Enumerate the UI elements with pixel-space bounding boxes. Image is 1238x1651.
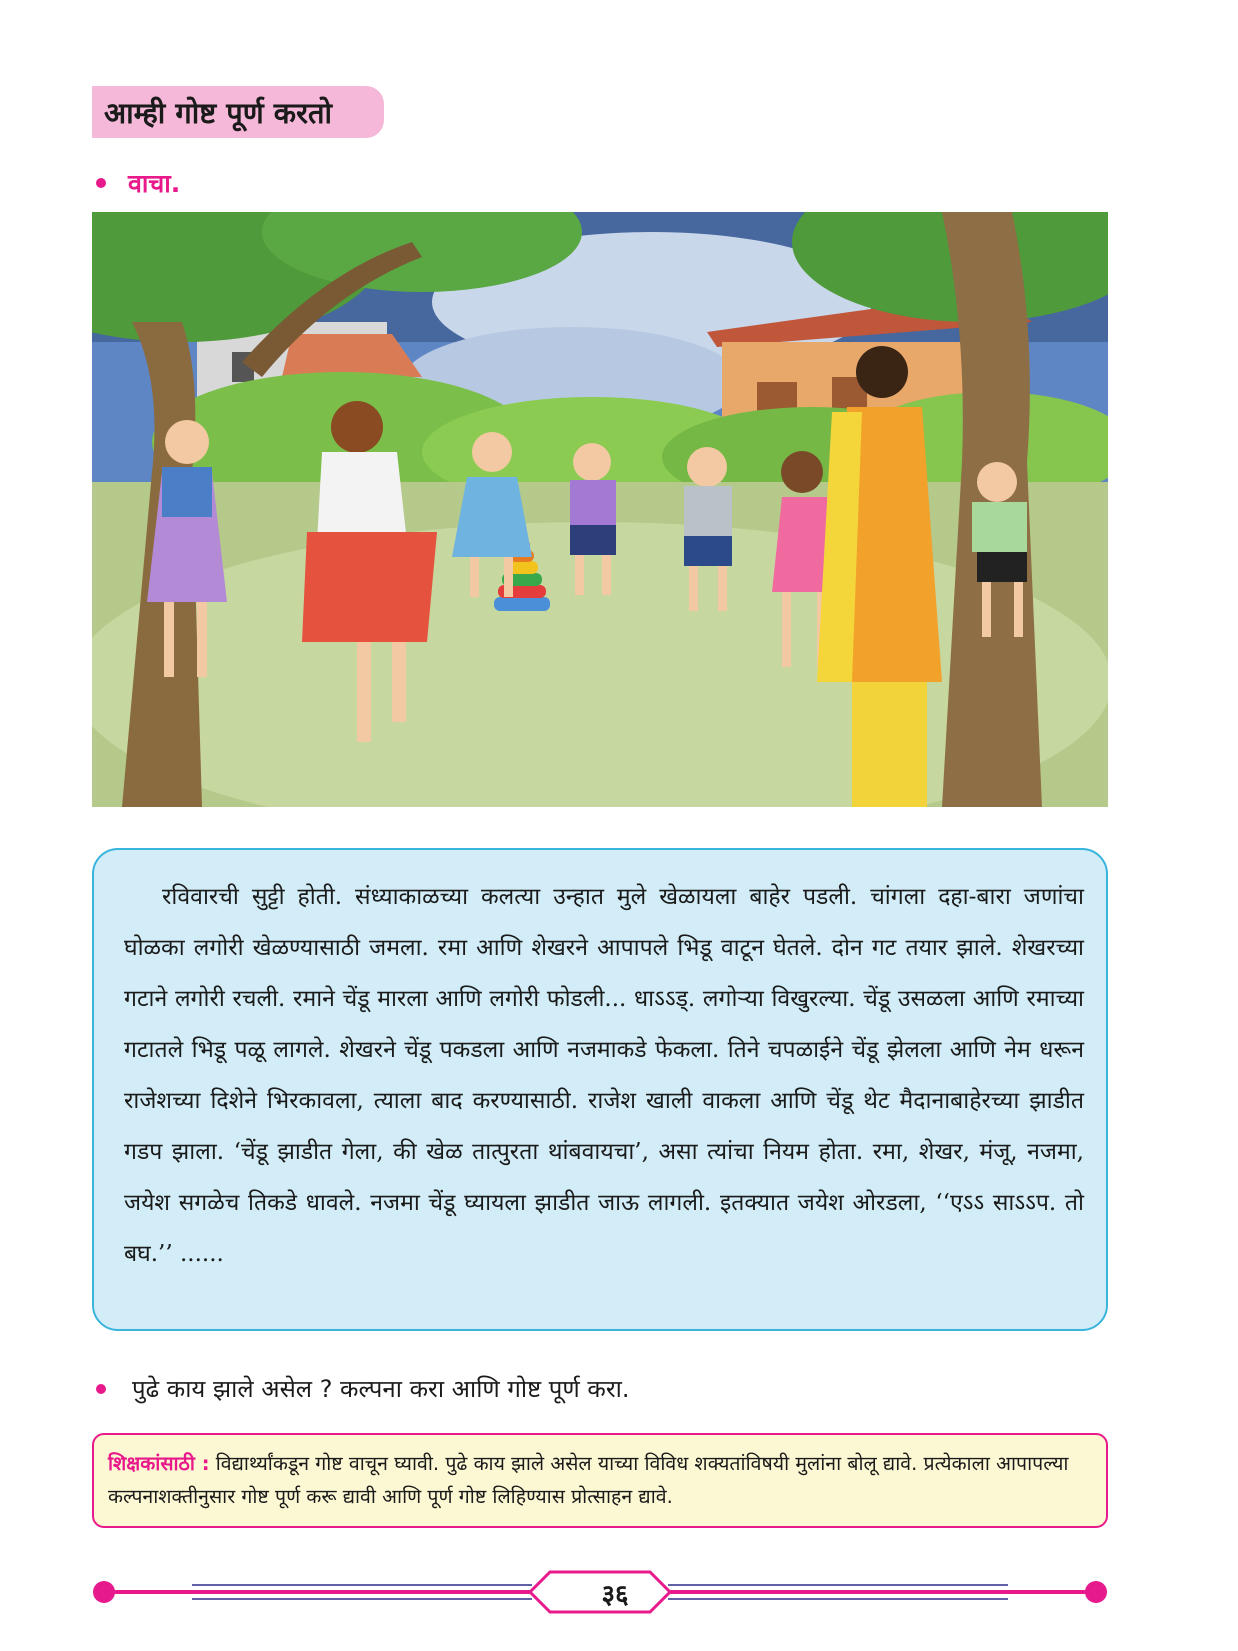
question-prompt: [96, 1372, 629, 1405]
teacher-note-label: शिक्षकांसाठी :: [108, 1452, 210, 1475]
teacher-note: [92, 1433, 1108, 1528]
section-heading: आम्ही गोष्ट पूर्ण करतो: [92, 86, 384, 138]
question-text: पुढे काय झाले असेल ? कल्पना करा आणि गोष्ट पूर्ण करा.: [132, 1375, 630, 1403]
page-number: ३६: [601, 1580, 629, 1610]
teacher-note-text: विद्यार्थ्यांकडून गोष्ट वाचून घ्यावी. पुढे काय झाले असेल याच्या विविध शक्यतांविषयी मुलांना बोलू द्यावे. प्रत्येकाला आपापल्या कल्पनाशक्तीनुसार गोष्ट पूर्ण करू द्यावी आणि पूर्ण गोष्ट लिहिण्यास प्रोत्साहन द्यावे.: [108, 1452, 1069, 1508]
bullet-icon: [96, 178, 106, 188]
children-playing-lagori-illustration: [92, 212, 1108, 807]
story-box: [92, 848, 1108, 1331]
read-instruction-text: वाचा.: [128, 169, 181, 198]
bullet-icon: [96, 1384, 106, 1394]
read-instruction: [96, 166, 180, 200]
story-text: रविवारची सुट्टी होती. संध्याकाळच्या कलत्या उन्हात मुले खेळायला बाहेर पडली. चांगला दहा-बारा जणांचा घोळका लगोरी खेळण्यासाठी जमला. रमा आणि शेखरने आपापले भिडू वाटून घेतले. दोन गट तयार झाले. शेखरच्या गटाने लगोरी रचली. रमाने चेंडू मारला आणि लगोरी फोडली... धाऽऽड्. लगोऱ्या विखुरल्या. चेंडू उसळला आणि रमाच्या गटातले भिडू पळू लागले. शेखरने चेंडू पकडला आणि नजमाकडे फेकला. तिने चपळाईने चेंडू झेलला आणि नेम धरून राजेशच्या दिशेने भिरकावला, त्याला बाद करण्यासाठी. राजेश खाली वाकला आणि चेंडू थेट मैदानाबाहेरच्या झाडीत गडप झाला. ‘चेंडू झाडीत गेला, की खेळ तात्पुरता थांबवायचा’, असा त्यांचा नियम होता. रमा, शेखर, मंजू, नजमा, जयेश सगळेच तिकडे धावले. नजमा चेंडू घ्यायला झाडीत जाऊ लागली. इतक्यात जयेश ओरडला, ‘‘एऽऽ साऽऽप. तो बघ.’’ ......: [124, 884, 1084, 1267]
